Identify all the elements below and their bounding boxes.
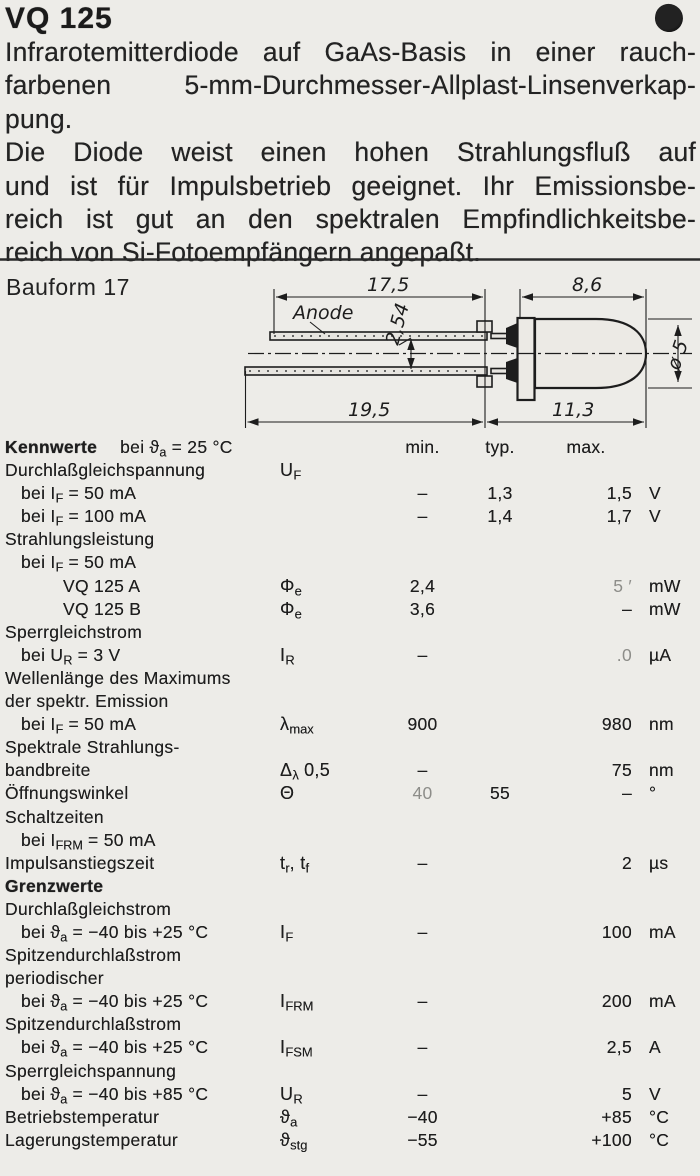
intro-line: und ist für Impulsbetrieb geeignet. Ihr Emissionsbe- xyxy=(5,170,696,201)
table-row xyxy=(5,575,697,598)
param-symbol: $\Delta_\lambda$ 0,5 xyxy=(280,760,331,783)
min-value: 2,4 xyxy=(409,575,436,596)
max-value: 5 ′ xyxy=(613,575,632,596)
typ-value: typ. xyxy=(485,437,515,457)
min-value: 40 xyxy=(412,783,433,804)
min-value: −40 xyxy=(407,1106,438,1127)
table-row xyxy=(5,528,697,551)
param-symbol: $t_r$, $t_f$ xyxy=(280,852,310,876)
table-row xyxy=(5,690,697,713)
min-value: – xyxy=(417,506,428,527)
dim-total-length: 11,3 xyxy=(552,399,595,421)
param-label: bei $ϑ_a = -40$ bis +25 °C xyxy=(21,991,209,1014)
table-row xyxy=(5,852,697,875)
param-label: Durchlaßgleichspannung xyxy=(5,460,206,481)
param-symbol: $\lambda_{max}$ xyxy=(280,714,314,737)
param-label: VQ 125 B xyxy=(63,598,142,619)
param-label: Durchlaßgleichstrom xyxy=(5,898,172,919)
param-symbol: Θ xyxy=(280,783,295,804)
unit: °C xyxy=(649,1106,670,1127)
max-value: +85 xyxy=(601,1106,632,1127)
param-label: periodischer xyxy=(5,968,104,989)
param-label: Spitzendurchlaßstrom xyxy=(5,1014,182,1035)
param-label: bei $I_F = 100$ mA xyxy=(21,506,147,529)
param-label: bei $I_F = 50$ mA xyxy=(21,714,137,737)
intro-line: pung. xyxy=(5,103,73,134)
typ-value: 1,4 xyxy=(487,506,513,527)
intro-line: reich von Si-Fotoempfängern angepaßt. xyxy=(5,237,481,268)
min-value: min. xyxy=(405,437,440,457)
table-row xyxy=(5,436,697,459)
spec-table xyxy=(5,436,697,1152)
param-label: Spitzendurchlaßstrom xyxy=(5,945,182,966)
table-row xyxy=(5,921,697,944)
anode-label: Anode xyxy=(293,302,354,324)
min-value: – xyxy=(417,1037,428,1058)
dim-lead-bottom: 19,5 xyxy=(348,399,391,421)
unit: V xyxy=(649,1083,661,1104)
table-row xyxy=(5,1036,697,1059)
param-label: Impulsanstiegszeit xyxy=(5,852,155,873)
min-value: 900 xyxy=(407,714,438,735)
table-row xyxy=(5,505,697,528)
dim-body-length: 8,6 xyxy=(572,274,603,296)
min-value: – xyxy=(417,921,428,942)
table-row xyxy=(5,598,697,621)
unit: nm xyxy=(649,760,674,781)
table-row xyxy=(5,898,697,921)
param-symbol: $I_F$ xyxy=(280,921,294,945)
param-label: Lagerungstemperatur xyxy=(5,1129,179,1150)
table-row xyxy=(5,967,697,990)
max-value: 1,5 xyxy=(606,483,632,504)
unit: mA xyxy=(649,991,676,1012)
unit: mW xyxy=(649,575,681,596)
param-label: Kennwerte bei $ϑ_a = 25$ °C xyxy=(5,437,233,460)
param-label: Grenzwerte xyxy=(5,875,104,896)
min-value: – xyxy=(417,1083,428,1104)
param-symbol: $I_R$ xyxy=(280,644,295,668)
max-value: +100 xyxy=(591,1129,632,1150)
intro-paragraphs xyxy=(5,36,696,270)
table-row xyxy=(5,713,697,736)
table-row xyxy=(5,644,697,667)
dim-lead-top: 17,5 xyxy=(367,274,410,296)
max-value: – xyxy=(621,598,632,619)
table-row xyxy=(5,759,697,782)
max-value: 1,7 xyxy=(606,506,632,527)
intro-line: reich ist gut an den spektralen Empfindlichkeitsbe- xyxy=(5,204,696,235)
table-row xyxy=(5,1106,697,1129)
param-symbol: $ϑ_{stg}$ xyxy=(280,1129,308,1153)
unit: ° xyxy=(649,783,657,804)
max-value: 100 xyxy=(601,921,632,942)
min-value: – xyxy=(417,760,428,781)
max-value: 2 xyxy=(621,852,632,873)
page-title: VQ 125 xyxy=(5,2,113,35)
intro-line: farbenen 5-mm-Durchmesser-Allplast-Linsenverkap- xyxy=(5,70,696,101)
param-symbol: $I_{FRM}$ xyxy=(280,991,314,1014)
param-symbol: $U_F$ xyxy=(280,460,302,483)
param-label: Sperrgleichstrom xyxy=(5,621,143,642)
unit: °C xyxy=(649,1129,670,1150)
min-value: – xyxy=(417,483,428,504)
max-value: 200 xyxy=(601,991,632,1012)
min-value: 3,6 xyxy=(409,598,436,619)
typ-value: 55 xyxy=(489,783,511,804)
param-symbol: $ϑ_a$ xyxy=(280,1106,298,1130)
table-row xyxy=(5,806,697,829)
unit: µA xyxy=(649,644,672,665)
param-symbol: $U_R$ xyxy=(280,1083,303,1107)
param-label: Wellenlänge des Maximums xyxy=(5,667,231,688)
table-row xyxy=(5,551,697,574)
min-value: −55 xyxy=(407,1129,438,1150)
led-outline xyxy=(245,318,646,400)
min-value: – xyxy=(417,644,428,665)
param-label: Strahlungsleistung xyxy=(5,529,155,550)
bauform-drawing xyxy=(0,258,700,438)
param-label: bei $I_F = 50$ mA xyxy=(21,483,137,506)
max-value: 5 xyxy=(621,1083,632,1104)
dim-lead-pitch: 2,54 xyxy=(381,300,414,348)
unit: V xyxy=(649,506,661,527)
bauform-label: Bauform 17 xyxy=(6,274,130,300)
param-symbol: $I_{FSM}$ xyxy=(280,1037,313,1061)
max-value: .0 xyxy=(616,644,632,665)
min-value: – xyxy=(417,852,428,873)
param-label: bei $I_{FRM} = 50$ mA xyxy=(21,829,156,853)
param-label: bei $I_F = 50$ mA xyxy=(21,552,137,575)
dim-diameter: ø 5 xyxy=(662,337,693,373)
unit: A xyxy=(649,1037,661,1058)
param-label: Spektrale Strahlungs- xyxy=(5,737,180,758)
param-label: VQ 125 A xyxy=(63,575,141,596)
table-row xyxy=(5,459,697,482)
intro-line: Infrarotemitterdiode auf GaAs-Basis in einer rauch- xyxy=(5,37,696,67)
param-label: bei $U_R = 3$ V xyxy=(21,644,121,668)
param-label: der spektr. Emission xyxy=(5,691,169,712)
param-symbol: $\Phi_e$ xyxy=(280,575,302,599)
unit: µs xyxy=(649,852,669,873)
table-row xyxy=(5,782,697,805)
param-label: bei $ϑ_a = -40$ bis +85 °C xyxy=(21,1083,209,1107)
unit: mA xyxy=(649,921,676,942)
param-label: Sperrgleichspannung xyxy=(5,1060,177,1081)
param-label: bei $ϑ_a = -40$ bis +25 °C xyxy=(21,921,209,945)
param-label: Schaltzeiten xyxy=(5,806,104,827)
table-row xyxy=(5,1129,697,1152)
min-value: – xyxy=(417,991,428,1012)
max-value: 2,5 xyxy=(606,1037,632,1058)
punch-hole-dot xyxy=(652,1,685,34)
unit: mW xyxy=(649,598,681,619)
table-row xyxy=(5,1083,697,1106)
param-symbol: $\Phi_e$ xyxy=(280,598,302,622)
param-label: Betriebstemperatur xyxy=(5,1106,160,1127)
table-row xyxy=(5,829,697,852)
max-value: – xyxy=(621,783,632,804)
param-label: Öffnungswinkel xyxy=(5,783,129,804)
max-value: max. xyxy=(566,437,606,457)
param-label: bei $ϑ_a = -40$ bis +25 °C xyxy=(21,1037,209,1060)
unit: V xyxy=(649,483,661,504)
max-value: 980 xyxy=(601,714,632,735)
typ-value: 1,3 xyxy=(487,483,513,504)
max-value: 75 xyxy=(611,760,632,781)
unit: nm xyxy=(649,714,674,735)
intro-line: Die Diode weist einen hohen Strahlungsfluß auf xyxy=(5,137,696,168)
param-label: bandbreite xyxy=(5,760,91,781)
table-row xyxy=(5,990,697,1013)
